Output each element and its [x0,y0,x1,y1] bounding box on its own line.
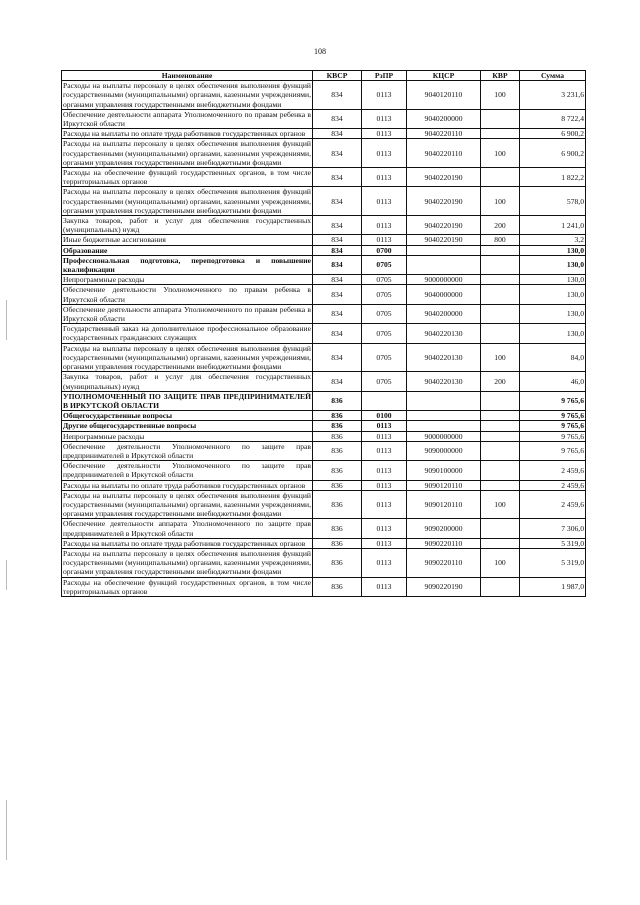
row-name: Обеспечение деятельности аппарата Уполномоченного по правам ребенка в Иркутской области [63,109,311,129]
table-row [62,372,586,391]
row-kcsr: 9040220130 [407,324,481,343]
row-rzpr: 0705 [362,275,407,285]
row-kvr: 100 [481,490,520,519]
row-kvr [481,304,520,323]
row-kvsr: 836 [313,519,362,538]
row-kcsr: 9040220190 [407,168,481,187]
row-kvsr: 834 [313,275,362,285]
row-name: Общегосударственные вопросы [62,411,313,421]
row-rzpr: 0113 [362,548,407,577]
row-kvsr: 836 [313,391,362,410]
row-kvr [481,480,520,490]
row-kcsr: 9090220190 [407,577,481,596]
row-rzpr: 0113 [362,431,407,441]
table-row [62,285,586,304]
row-rzpr: 0113 [362,441,407,460]
row-sum: 46,0 [520,372,586,391]
row-rzpr: 0113 [362,538,407,548]
budget-table [61,70,586,597]
row-kcsr: 9090200000 [407,519,481,538]
row-kvr [481,461,520,480]
row-name: Расходы на выплаты персоналу в целях обеспечения выполнения функций государственными (муниципальными) органами, казенными учреждениями, органами управления государственными внебюджетными фондами [63,139,311,167]
table-row [62,255,586,274]
row-sum: 2 459,6 [520,490,586,519]
table-row [62,304,586,323]
row-kcsr: 9040220190 [407,187,481,216]
row-kcsr: 9040220190 [407,235,481,245]
row-kvr [481,245,520,255]
row-kcsr [407,255,481,274]
row-sum: 130,0 [520,304,586,323]
row-name: Обеспечение деятельности Уполномоченного по защите прав предпринимателей в Иркутской области [63,441,311,460]
row-kvr [481,129,520,139]
row-kvr [481,421,520,431]
row-kcsr [407,245,481,255]
row-name: Обеспечение деятельности Уполномоченного по защите прав предпринимателей в Иркутской области [63,461,311,480]
header-kvsr: КВСР [313,71,362,81]
row-name: Расходы на выплаты персоналу в целях обеспечения выполнения функций государственными (муниципальными) органами, казенными учреждениями, органами управления государственными внебюджетными фондами [63,187,311,215]
row-kvr [481,285,520,304]
row-kcsr: 9090220110 [407,538,481,548]
row-kvsr: 834 [313,324,362,343]
row-rzpr: 0113 [362,235,407,245]
row-name: Образование [62,245,313,255]
row-sum: 5 319,0 [520,548,586,577]
row-sum: 130,0 [520,255,586,274]
row-name: Профессиональная подготовка, переподготовка и повышение квалификации [63,255,311,275]
row-sum: 9 765,6 [520,421,586,431]
row-sum: 6 900,2 [520,129,586,139]
row-name: Государственный заказ на дополнительное профессиональное образование государственных гражданских служащих [63,324,311,343]
row-sum: 130,0 [520,245,586,255]
row-kvr [481,255,520,274]
table-row [62,519,586,538]
row-kvr: 100 [481,139,520,168]
row-kcsr: 9040200000 [407,109,481,128]
scan-edge-mark [6,560,7,590]
row-kvsr: 834 [313,372,362,391]
row-rzpr: 0113 [362,187,407,216]
row-rzpr: 0113 [362,109,407,128]
row-name: УПОЛНОМОЧЕННЫЙ ПО ЗАЩИТЕ ПРАВ ПРЕДПРИНИМАТЕЛЕЙ В ИРКУТСКОЙ ОБЛАСТИ [63,391,311,410]
table-row [62,275,586,285]
row-kcsr: 9090120110 [407,480,481,490]
row-sum: 5 319,0 [520,538,586,548]
row-name: Расходы на выплаты персоналу в целях обеспечения выполнения функций государственными (муниципальными) органами, казенными учреждениями, органами управления государственными внебюджетными фондами [63,343,311,372]
row-kvsr: 836 [313,411,362,421]
row-kvr [481,324,520,343]
row-rzpr: 0113 [362,216,407,235]
row-kvsr: 836 [313,548,362,577]
row-sum: 8 722,4 [520,109,586,128]
row-name: Обеспечение деятельности аппарата Уполномоченного по правам ребенка в Иркутской области [63,304,311,324]
row-kvsr: 836 [313,461,362,480]
row-sum: 3 231,6 [520,81,586,110]
row-sum: 9 765,6 [520,391,586,410]
row-kvsr: 834 [313,235,362,245]
row-kcsr: 9040220130 [407,343,481,372]
row-kcsr: 9090000000 [407,441,481,460]
row-kvr [481,391,520,410]
row-kvr: 200 [481,216,520,235]
row-name: Расходы на выплаты персоналу в целях обеспечения выполнения функций государственными (муниципальными) органами, казенными учреждениями, органами управления государственными внебюджетными фондами [63,548,311,577]
table-row [62,245,586,255]
row-name: Обеспечение деятельности аппарата Уполномоченного по защите прав предпринимателей в Иркутской области [63,519,311,538]
row-kvsr: 834 [313,343,362,372]
row-kvr: 800 [481,235,520,245]
table-row [62,109,586,128]
table-row [62,168,586,187]
row-kcsr: 9040220130 [407,372,481,391]
row-rzpr: 0113 [362,461,407,480]
row-kcsr: 9040220110 [407,129,481,139]
row-kvsr: 836 [313,490,362,519]
row-kcsr [407,421,481,431]
row-kvsr: 836 [313,431,362,441]
scan-edge-mark [6,800,7,860]
row-sum: 2 459,6 [520,461,586,480]
row-rzpr: 0113 [362,577,407,596]
row-rzpr: 0113 [362,480,407,490]
row-name: Иные бюджетные ассигнования [62,235,313,245]
row-kvr [481,441,520,460]
row-rzpr: 0705 [362,324,407,343]
row-kcsr: 9090220110 [407,548,481,577]
row-name: Расходы на выплаты персоналу в целях обеспечения выполнения функций государственными (муниципальными) органами, казенными учреждениями, органами управления государственными внебюджетными фондами [63,81,311,109]
row-kcsr: 9090100000 [407,461,481,480]
row-kcsr [407,411,481,421]
header-sum: Сумма [520,71,586,81]
row-sum: 7 306,0 [520,519,586,538]
row-kvsr: 834 [313,139,362,168]
row-sum: 578,0 [520,187,586,216]
table-row [62,480,586,490]
row-kcsr: 9040200000 [407,304,481,323]
row-name: Расходы на обеспечение функций государственных органов, в том числе территориальных органов [63,577,311,596]
row-rzpr: 0100 [362,411,407,421]
row-kvr: 100 [481,81,520,110]
row-rzpr: 0113 [362,519,407,538]
row-name: Непрограммные расходы [62,431,313,441]
page-number: 108 [314,47,326,56]
row-kvsr: 834 [313,245,362,255]
row-rzpr: 0700 [362,245,407,255]
row-kvr [481,168,520,187]
row-rzpr: 0705 [362,372,407,391]
table-row [62,421,586,431]
row-kvsr: 834 [313,285,362,304]
row-sum: 9 765,6 [520,411,586,421]
header-kcsr: КЦСР [407,71,481,81]
table-row [62,538,586,548]
row-kvr [481,411,520,421]
row-kcsr: 9040000000 [407,285,481,304]
row-sum: 3,2 [520,235,586,245]
row-sum: 130,0 [520,285,586,304]
row-name: Закупка товаров, работ и услуг для обеспечения государственных (муниципальных) нужд [63,372,311,391]
table-row [62,216,586,235]
row-kvr: 200 [481,372,520,391]
row-rzpr: 0113 [362,421,407,431]
row-rzpr: 0705 [362,343,407,372]
row-kvr [481,109,520,128]
row-kvsr: 834 [313,304,362,323]
table-row [62,343,586,372]
row-rzpr: 0705 [362,285,407,304]
table-header-row [62,71,586,81]
header-kvr: КВР [481,71,520,81]
table-row [62,461,586,480]
row-name: Расходы на обеспечение функций государственных органов, в том числе территориальных органов [63,168,311,187]
scan-edge-mark [6,300,7,340]
row-name: Обеспечение деятельности Уполномоченного по правам ребенка в Иркутской области [63,285,311,304]
row-rzpr: 0113 [362,168,407,187]
row-sum: 1 241,0 [520,216,586,235]
row-sum: 9 765,6 [520,431,586,441]
row-name: Расходы на выплаты по оплате труда работников государственных органов [62,480,313,490]
table-row [62,548,586,577]
table-row [62,324,586,343]
table-row [62,411,586,421]
row-kvsr: 834 [313,81,362,110]
row-kvsr: 836 [313,421,362,431]
row-kvsr: 834 [313,187,362,216]
table-row [62,187,586,216]
row-sum: 9 765,6 [520,441,586,460]
row-rzpr: 0113 [362,139,407,168]
row-kvsr: 836 [313,538,362,548]
row-rzpr: 0705 [362,304,407,323]
table-row [62,391,586,410]
row-kcsr: 9040220110 [407,139,481,168]
row-kvsr: 834 [313,109,362,128]
row-kvr [481,431,520,441]
row-name: Расходы на выплаты по оплате труда работников государственных органов [62,129,313,139]
row-kvr: 100 [481,548,520,577]
row-kvr [481,538,520,548]
row-rzpr: 0113 [362,129,407,139]
row-sum: 6 900,2 [520,139,586,168]
header-rzpr: РзПР [362,71,407,81]
row-name: Расходы на выплаты по оплате труда работников государственных органов [62,538,313,548]
row-rzpr: 0113 [362,490,407,519]
row-kvr [481,519,520,538]
table-row [62,139,586,168]
table-row [62,490,586,519]
row-rzpr [362,391,407,410]
row-kcsr: 9090120110 [407,490,481,519]
row-kvr: 100 [481,187,520,216]
row-kvsr: 834 [313,216,362,235]
row-sum: 84,0 [520,343,586,372]
row-name: Закупка товаров, работ и услуг для обеспечения государственных (муниципальных) нужд [63,216,311,235]
row-name: Непрограммные расходы [62,275,313,285]
table-row [62,441,586,460]
table-row [62,81,586,110]
row-kvr: 100 [481,343,520,372]
row-kcsr [407,391,481,410]
row-kcsr: 9040220190 [407,216,481,235]
row-kvr [481,275,520,285]
row-sum: 1 822,2 [520,168,586,187]
header-name: Наименование [62,71,313,81]
row-kvsr: 834 [313,168,362,187]
row-kcsr: 9000000000 [407,431,481,441]
table-row [62,235,586,245]
row-kvsr: 836 [313,577,362,596]
table-row [62,431,586,441]
row-kvsr: 836 [313,441,362,460]
row-kvsr: 836 [313,480,362,490]
row-sum: 130,0 [520,275,586,285]
row-sum: 1 987,0 [520,577,586,596]
row-kcsr: 9040120110 [407,81,481,110]
row-kvr [481,577,520,596]
table-row [62,129,586,139]
row-rzpr: 0705 [362,255,407,274]
table-row [62,577,586,596]
row-rzpr: 0113 [362,81,407,110]
row-name: Расходы на выплаты персоналу в целях обеспечения выполнения функций государственными (муниципальными) органами, казенными учреждениями, органами управления государственными внебюджетными фондами [63,490,311,519]
row-kvsr: 834 [313,255,362,274]
row-name: Другие общегосударственные вопросы [62,421,313,431]
row-kcsr: 9000000000 [407,275,481,285]
row-sum: 130,0 [520,324,586,343]
row-sum: 2 459,6 [520,480,586,490]
row-kvsr: 834 [313,129,362,139]
